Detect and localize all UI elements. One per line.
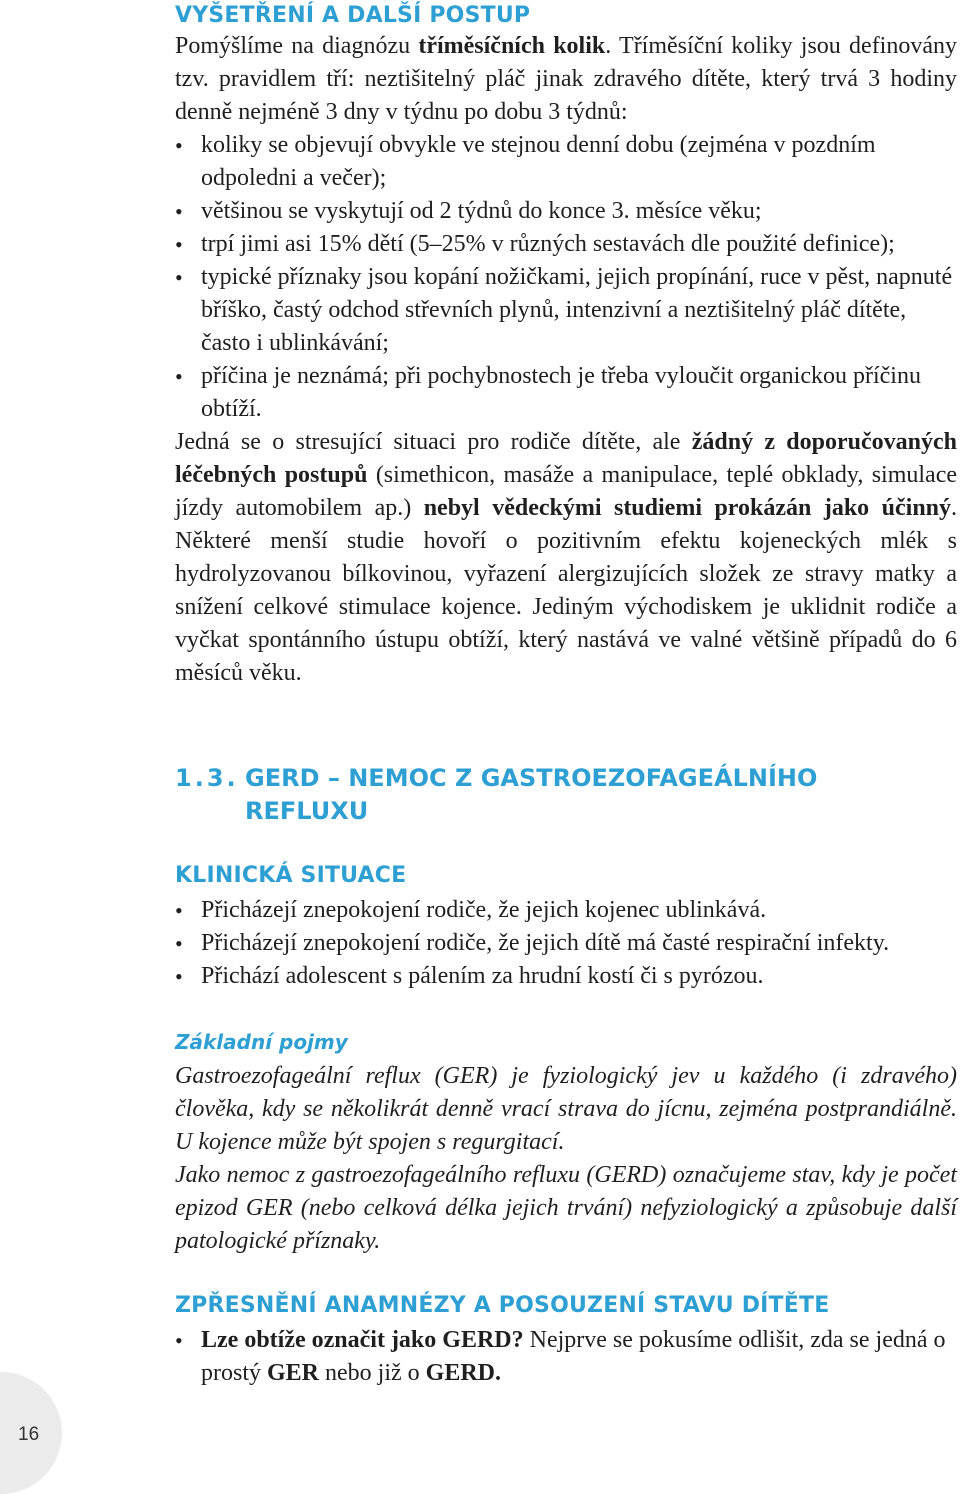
section-heading: ZPŘESNĚNÍ ANAMNÉZY A POSOUZENÍ STAVU DÍTĚTE	[175, 1293, 830, 1318]
text-run: Nejprve se pokusíme odlišit, zda se jedná o prostý	[201, 1327, 946, 1386]
text-run: (simethicon, masáže a manipulace, teplé obklady, simulace jízdy automobilem ap.)	[175, 462, 957, 521]
section-basic-terms	[175, 1028, 957, 1258]
text-run: nebo již o	[319, 1360, 426, 1386]
text-run: Jedná se o stresující situaci pro rodiče dítěte, ale	[175, 429, 692, 455]
anamnesis-bullet-list	[175, 1324, 957, 1390]
definition-gerd: Jako nemoc z gastroezofageálního refluxu (GERD) označujeme stav, kdy je počet epizod GER (nebo celková délka jejich trvání) nefyziologický a způsobuje další patologické příznaky.	[175, 1162, 957, 1254]
page-number: 16	[18, 1424, 40, 1445]
chapter-number: 1.3.	[175, 764, 239, 792]
bold-run: žádný z doporučovaných léčebných postupů	[175, 429, 957, 488]
list-item: • Přicházejí znepokojení rodiče, že jejich dítě má časté respirační infekty.	[175, 927, 957, 960]
treatment-paragraph	[175, 426, 957, 690]
section-examination	[175, 2, 957, 690]
bold-run: nebyl vědeckými studiemi prokázán jako účinný	[423, 495, 952, 521]
list-item: • Přichází adolescent s pálením za hrudní kostí či s pyrózou.	[175, 960, 957, 993]
colic-bullet-list	[175, 129, 957, 426]
bold-run: GER	[267, 1360, 320, 1386]
section-heading: Základní pojmy	[175, 1030, 348, 1054]
chapter-heading: GERD – NEMOC Z GASTROEZOFAGEÁLNÍHO REFLUXU	[245, 764, 818, 825]
intro-paragraph	[175, 30, 957, 129]
definition-ger: Gastroezofageální reflux (GER) je fyziologický jev u každého (i zdravého) člověka, kdy se několikrát denně vrací strava do jícnu, zejména postprandiálně. U kojence může být spojen s regurgitací.	[175, 1063, 957, 1155]
list-item	[175, 1324, 957, 1390]
bold-run: GERD.	[425, 1360, 501, 1386]
clinical-bullet-list	[175, 894, 957, 993]
section-clinical-situation	[175, 862, 957, 993]
section-heading: KLINICKÁ SITUACE	[175, 863, 407, 888]
section-heading: VYŠETŘENÍ A DALŠÍ POSTUP	[175, 3, 531, 28]
list-item: • koliky se objevují obvykle ve stejnou denní dobu (zejména v pozdním odpoledni a večer);	[175, 129, 957, 195]
text-run: . Některé menší studie hovoří o pozitivním efektu kojeneckých mlék s hydrolyzovanou bílkovinou, vyřazení alergizujících složek ze stravy matky a snížení celkové stimulace kojence. Jediným východiskem je uklidnit rodiče a vyčkat spontánního ústupu obtíží, který nastává ve valné většině případů do 6 měsíců věku.	[175, 495, 958, 686]
bold-run: Lze obtíže označit jako GERD?	[201, 1327, 524, 1353]
list-item: • trpí jimi asi 15% dětí (5–25% v různých sestavách dle použité definice);	[175, 228, 957, 261]
list-item: • typické příznaky jsou kopání nožičkami, jejich propínání, ruce v pěst, napnuté bříško, častý odchod střevních plynů, intenzivní a neztišitelný pláč dítěte, často i ublinkávání;	[175, 261, 957, 360]
list-item: • Přicházejí znepokojení rodiče, že jejich kojenec ublinkává.	[175, 894, 957, 927]
intro-bold: tříměsíčních kolik	[418, 33, 606, 59]
intro-text: Pomýšlíme na diagnózu	[175, 33, 419, 59]
section-anamnesis	[175, 1292, 957, 1390]
list-item: • většinou se vyskytují od 2 týdnů do konce 3. měsíce věku;	[175, 195, 957, 228]
intro-text-cont: . Tříměsíční koliky jsou definovány tzv. pravidlem tří: neztišitelný pláč jinak zdravého dítěte, který trvá 3 hodiny denně nejméně 3 dny v týdnu po dobu 3 týdnů:	[175, 33, 957, 125]
list-item: • příčina je neznámá; při pochybnostech je třeba vyloučit organickou příčinu obtíží.	[175, 360, 957, 426]
